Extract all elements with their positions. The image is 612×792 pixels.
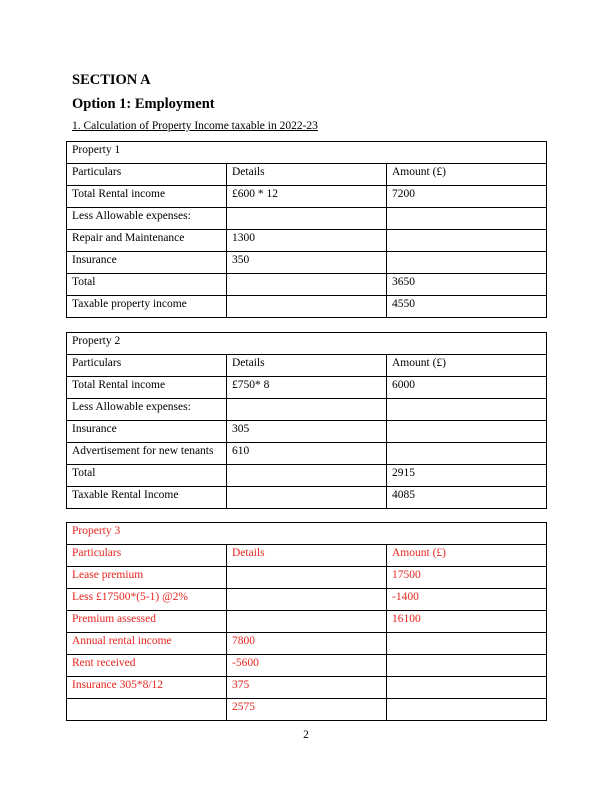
table-cell [227,611,387,633]
page-number: 2 [303,729,309,741]
table-row [67,677,547,699]
table-row [67,589,547,611]
table-cell [227,274,387,296]
table-row [67,655,547,677]
table-cell [227,399,387,421]
table-cell: 3650 [387,274,547,296]
table-cell [387,252,547,274]
table-cell: 17500 [387,567,547,589]
column-header: Details [227,355,387,377]
table-cell [387,230,547,252]
table-row [67,377,547,399]
table-header-row [67,164,547,186]
table-cell [227,487,387,509]
table-cell: Less £17500*(5-1) @2% [67,589,227,611]
table-cell: Insurance [67,421,227,443]
table-cell: Insurance [67,252,227,274]
table-cell: 610 [227,443,387,465]
table-cell [227,208,387,230]
table-cell: Insurance 305*8/12 [67,677,227,699]
table-row [67,611,547,633]
table-cell: £750* 8 [227,377,387,399]
column-header: Details [227,164,387,186]
table-cell: 7800 [227,633,387,655]
table-cell [387,633,547,655]
table-title: Property 2 [67,333,547,355]
table-cell: Total Rental income [67,377,227,399]
table-cell: Taxable Rental Income [67,487,227,509]
table-title-row [67,333,547,355]
table-cell: Less Allowable expenses: [67,208,227,230]
table-cell: Lease premium [67,567,227,589]
table-cell [387,208,547,230]
table-title-row [67,523,547,545]
table-row [67,487,547,509]
table-row [67,443,547,465]
table-row [67,296,547,318]
column-header: Particulars [67,164,227,186]
table-cell [387,443,547,465]
table-cell: 16100 [387,611,547,633]
table-cell: Total Rental income [67,186,227,208]
option-title: Option 1: Employment [72,96,215,112]
column-header: Particulars [67,545,227,567]
table-cell [387,677,547,699]
table-row [67,252,547,274]
table-cell: 305 [227,421,387,443]
table-cell [387,655,547,677]
table-row [67,465,547,487]
table-row [67,186,547,208]
table-row [67,699,547,721]
table-header-row [67,355,547,377]
table-header-row [67,545,547,567]
column-header: Details [227,545,387,567]
table-cell: 2915 [387,465,547,487]
table-cell [67,699,227,721]
table-row [67,567,547,589]
table-cell: 350 [227,252,387,274]
table-caption: 1. Calculation of Property Income taxable in 2022-23 [72,120,318,132]
table-cell: 7200 [387,186,547,208]
table-cell: Repair and Maintenance [67,230,227,252]
table-cell: 6000 [387,377,547,399]
column-header: Amount (£) [387,164,547,186]
table-cell: Less Allowable expenses: [67,399,227,421]
table-cell [387,699,547,721]
section-title: SECTION A [72,72,151,88]
table-cell: Premium assessed [67,611,227,633]
table-cell: Annual rental income [67,633,227,655]
property-2-table [66,332,547,509]
table-cell: Total [67,465,227,487]
table-cell: Taxable property income [67,296,227,318]
table-cell: 4550 [387,296,547,318]
table-cell: 1300 [227,230,387,252]
table-cell: 4085 [387,487,547,509]
table-cell: Rent received [67,655,227,677]
table-cell: £600 * 12 [227,186,387,208]
table-cell: Total [67,274,227,296]
table-cell [227,465,387,487]
table-row [67,399,547,421]
table-row [67,421,547,443]
table-cell: -1400 [387,589,547,611]
table-row [67,274,547,296]
table-cell: 2575 [227,699,387,721]
column-header: Amount (£) [387,355,547,377]
table-cell: Advertisement for new tenants [67,443,227,465]
table-row [67,230,547,252]
table-title-row [67,142,547,164]
table-cell [227,567,387,589]
table-title: Property 3 [67,523,547,545]
table-row [67,633,547,655]
table-row [67,208,547,230]
table-cell [387,421,547,443]
property-1-table [66,141,547,318]
column-header: Amount (£) [387,545,547,567]
property-3-table [66,522,547,721]
table-cell [387,399,547,421]
table-title: Property 1 [67,142,547,164]
column-header: Particulars [67,355,227,377]
table-cell: 375 [227,677,387,699]
table-cell [227,296,387,318]
table-cell: -5600 [227,655,387,677]
table-cell [227,589,387,611]
